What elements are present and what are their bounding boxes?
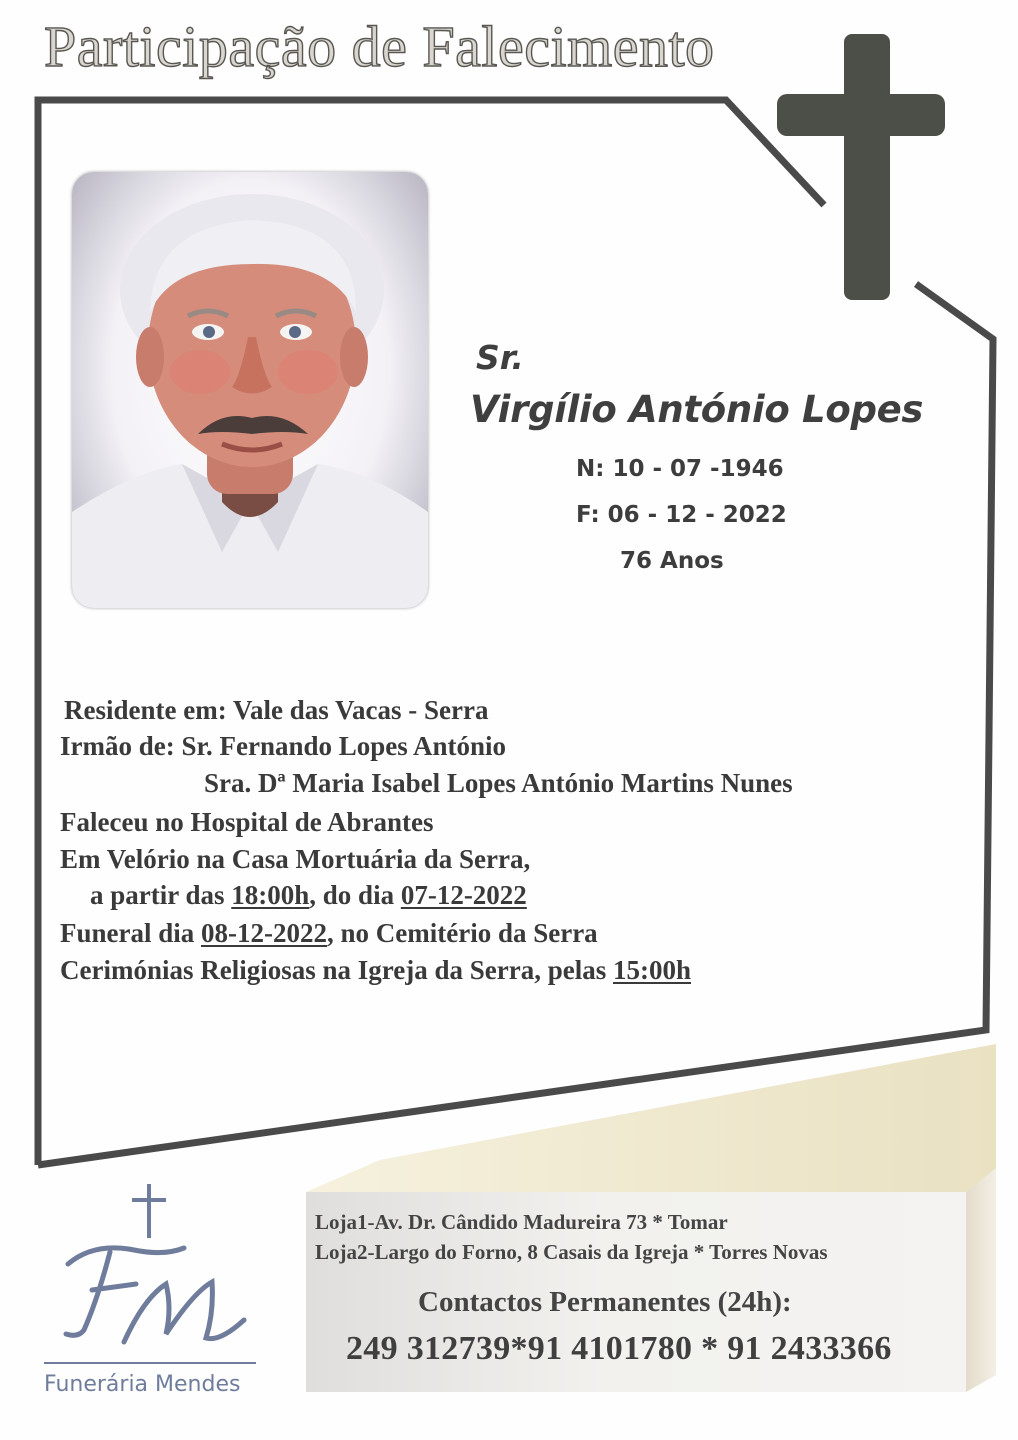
honorific: Sr.	[476, 338, 524, 377]
death-date: F: 06 - 12 - 2022	[576, 502, 787, 528]
deceased-name: Virgílio António Lopes	[470, 388, 924, 431]
wake-time-line	[90, 879, 527, 911]
contact-box-side	[966, 1168, 996, 1392]
page-title: Participação de Falecimento	[44, 14, 715, 79]
ceremonies-prefix: Cerimónias Religiosas na Igreja da Serra, pelas	[60, 955, 613, 985]
store-1-address: Loja1-Av. Dr. Cândido Madureira 73 * Tomar	[315, 1210, 728, 1234]
sibling-2-line: Sra. Dª Maria Isabel Lopes António Martins Nunes	[204, 768, 793, 798]
store-2-address: Loja2-Largo do Forno, 8 Casais da Igreja * Torres Novas	[315, 1240, 828, 1264]
age: 76 Anos	[620, 548, 724, 574]
small-cross-icon	[132, 1184, 166, 1238]
fm-monogram-logo	[54, 1238, 254, 1350]
portrait-illustration	[72, 172, 428, 608]
siblings-line: Irmão de: Sr. Fernando Lopes António	[60, 731, 507, 761]
cream-ribbon	[306, 1044, 996, 1192]
wake-prefix: a partir das	[90, 880, 232, 910]
wake-date: 07-12-2022	[400, 880, 527, 910]
phone-numbers: 249 312739*91 4101780 * 91 2433366	[346, 1330, 892, 1367]
wake-mid: , do dia	[309, 880, 401, 910]
death-place-line: Faleceu no Hospital de Abrantes	[60, 807, 434, 837]
birth-date: N: 10 - 07 -1946	[576, 456, 784, 482]
residence-line: Residente em: Vale das Vacas - Serra	[64, 695, 489, 725]
funeral-date: 08-12-2022	[201, 918, 327, 948]
funeral-suffix: , no Cemitério da Serra	[327, 918, 598, 948]
funeral-prefix: Funeral dia	[60, 918, 202, 948]
contacts-label: Contactos Permanentes (24h):	[418, 1286, 792, 1318]
wake-location-line: Em Velório na Casa Mortuária da Serra,	[60, 844, 531, 874]
cross-icon	[777, 34, 945, 300]
deceased-photo	[72, 172, 428, 608]
ceremonies-hour: 15:00h	[612, 955, 691, 985]
ceremonies-line	[60, 954, 691, 986]
funeral-line	[60, 917, 598, 949]
logo-underline	[44, 1362, 256, 1364]
wake-hour: 18:00h	[231, 880, 310, 910]
funeral-home-name: Funerária Mendes	[44, 1372, 241, 1397]
